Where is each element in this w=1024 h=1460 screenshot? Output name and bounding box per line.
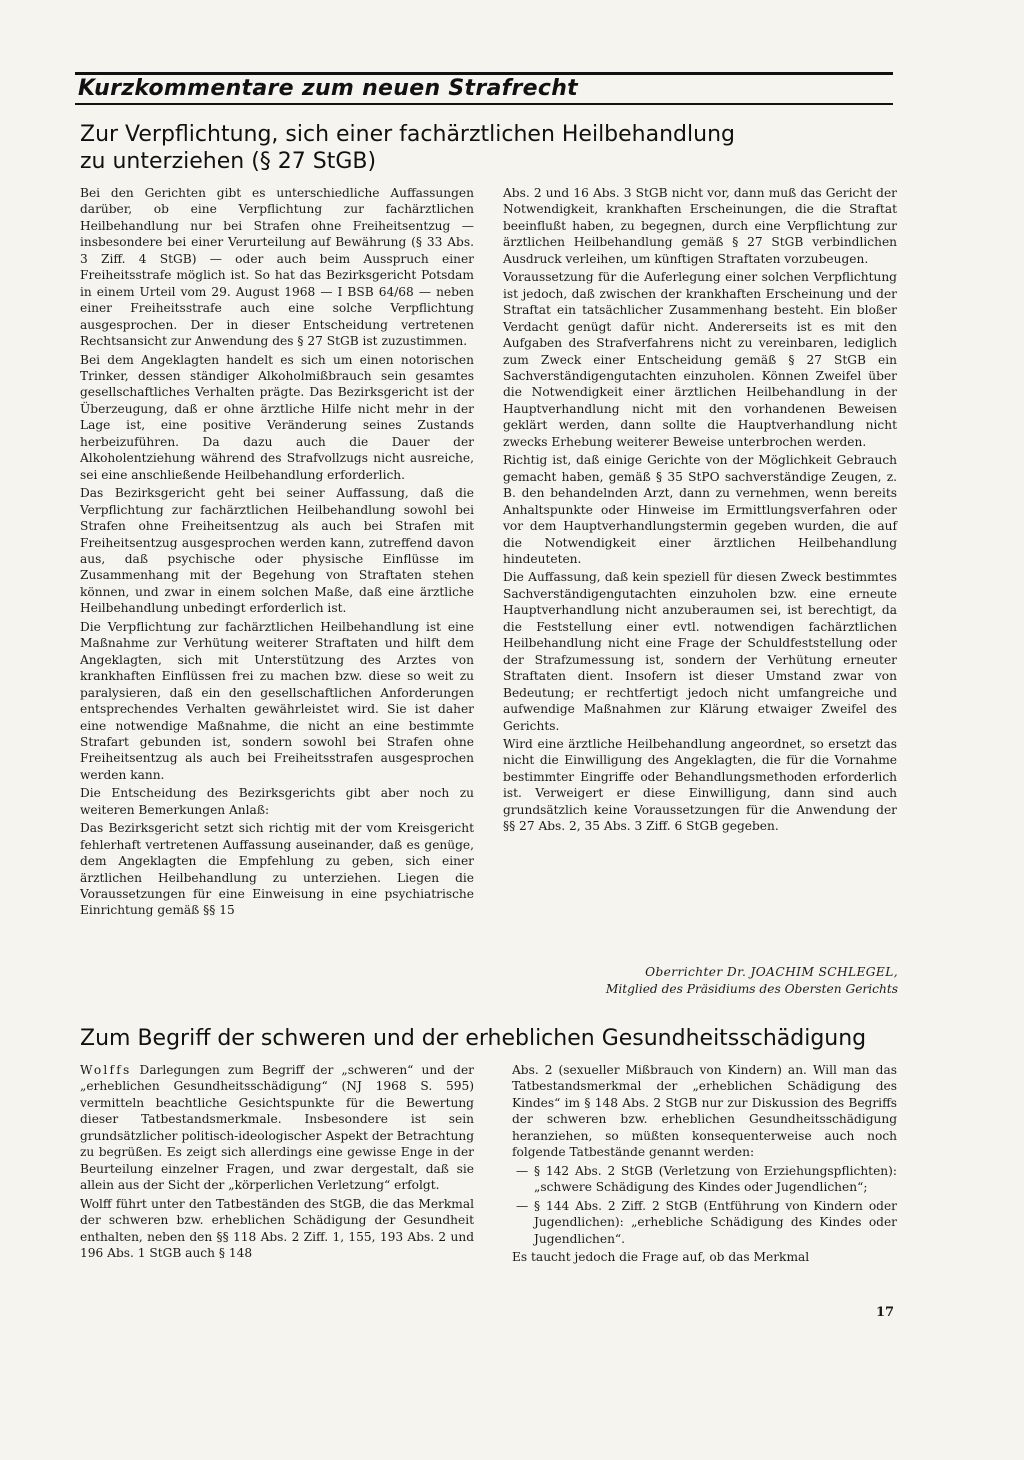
paragraph: Voraussetzung für die Auferlegung einer solchen Verpflichtung ist jedoch, daß zwischen der krankhaften Erscheinung und der Straftat ein tatsächlicher Zusammenhang besteht. Ein bloßer Verdacht genügt dafür nicht. Andererseits ist es mit den Aufgaben des Strafverfahrens nicht zu vereinbaren, lediglich zum Zweck einer Entscheidung gemäß § 27 StGB ein Sachverständigengutachten einzuholen. Können Zweifel über die Notwendigkeit einer ärztlichen Heilbehandlung in der Hauptverhandlung nicht mit den vorhandenen Beweisen geklärt werden, dann sollte die Hauptverhandlung nicht zwecks Erhebung weiterer Beweise unterbrochen werden.	[503, 270, 897, 449]
article1-left-column	[80, 185, 474, 921]
paragraph: Wird eine ärztliche Heilbehandlung angeordnet, so ersetzt das nicht die Einwilligung des Angeklagten, die für die Vornahme bestimmter Eingriffe oder Behandlungsmethoden erforderlich ist. Verweigert er diese Einwilligung, dann sind auch grundsätzlich keine Voraussetzungen für die Anwendung der §§ 27 Abs. 2, 35 Abs. 3 Ziff. 6 StGB gegeben.	[503, 736, 897, 834]
page-number: 17	[876, 1305, 895, 1320]
paragraph: Die Entscheidung des Bezirksgerichts gibt aber noch zu weiteren Bemerkungen Anlaß:	[80, 786, 474, 817]
author-signature	[563, 964, 898, 997]
author-reference: Wolffs	[80, 1063, 132, 1077]
paragraph	[80, 1062, 474, 1194]
list-item	[512, 1163, 897, 1196]
paragraph: Abs. 2 (sexueller Mißbrauch von Kindern) an. Will man das Tatbestandsmerkmal der „erheblichen Schädigung des Kindes“ im § 148 Abs. 2 StGB nur zur Diskussion des Begriffs der schweren bzw. erheblichen Gesundheitsschädigung heranziehen, so müßten konsequenterweise auch noch folgende Tatbestände genannt werden:	[512, 1063, 897, 1160]
article2-title: Zum Begriff der schweren und der erheblichen Gesundheitsschädigung	[80, 1026, 867, 1051]
paragraph: Das Bezirksgericht setzt sich richtig mit der vom Kreisgericht fehlerhaft vertretenen Auffassung auseinander, daß es genüge, dem Angeklagten die Empfehlung zu geben, sich einer ärztlichen Heilbehandlung zu unterziehen. Liegen die Voraussetzungen für eine Einweisung in eine psychiatrische Einrichtung gemäß §§ 15	[80, 821, 474, 918]
list-item-text: § 142 Abs. 2 StGB (Verletzung von Erziehungspflichten): „schwere Schädigung des Kindes oder Jugendlichen“;	[534, 1163, 897, 1195]
top-rule	[75, 72, 893, 75]
author-affiliation: Mitglied des Präsidiums des Obersten Gerichts	[605, 981, 898, 996]
article2-right-column	[512, 1062, 897, 1267]
series-title: Kurzkommentare zum neuen Strafrecht	[78, 76, 578, 101]
list-item	[512, 1198, 897, 1247]
paragraph: Wolff führt unter den Tatbeständen des StGB, die das Merkmal der schweren bzw. erheblichen Schädigung der Gesundheit enthalten, neben den §§ 118 Abs. 2 Ziff. 1, 155, 193 Abs. 2 und 196 Abs. 1 StGB auch § 148	[80, 1196, 474, 1260]
paragraph: Es taucht jedoch die Frage auf, ob das Merkmal	[512, 1249, 810, 1264]
article1-title-line1: Zur Verpflichtung, sich einer fachärztlichen Heilbehandlung	[80, 122, 735, 147]
article1-title-line2: zu unterziehen (§ 27 StGB)	[80, 149, 377, 174]
article2-left-column	[80, 1062, 474, 1263]
article1-right-column	[503, 185, 897, 837]
list-dash: —	[516, 1198, 529, 1213]
paragraph: Bei den Gerichten gibt es unterschiedliche Auffassungen darüber, ob eine Verpflichtung zur fachärztlichen Heilbehandlung nur bei Strafen ohne Freiheitsentzug — insbesondere bei einer Verurteilung auf Bewährung (§ 33 Abs. 3 Ziff. 4 StGB) — oder auch beim Ausspruch einer Freiheitsstrafe möglich ist. So hat das Bezirksgericht Potsdam in einem Urteil vom 29. August 1968 — I BSB 64/68 — neben einer Freiheitsstrafe auch eine solche Verpflichtung ausgesprochen. Der in dieser Entscheidung vertretenen Rechtsansicht zur Anwendung des § 27 StGB ist zuzustimmen.	[80, 186, 474, 349]
paragraph: Abs. 2 und 16 Abs. 3 StGB nicht vor, dann muß das Gericht der Notwendigkeit, krankhaften Erscheinungen, die die Straftat beeinflußt haben, zu begegnen, durch eine Verpflichtung zur ärztlichen Heilbehandlung gemäß § 27 StGB verbindlichen Ausdruck verleihen, um künftigen Straftaten vorzubeugen.	[503, 186, 897, 266]
paragraph: Die Verpflichtung zur fachärztlichen Heilbehandlung ist eine Maßnahme zur Verhütung weiterer Straftaten und hilft dem Angeklagten, sich mit Unterstützung des Arztes von krankhaften Einflüssen frei zu machen bzw. diese so weit zu paralysieren, daß ein den gesellschaftlichen Anforderungen entsprechendes Verhalten gewährleistet wird. Sie ist daher eine notwendige Maßnahme, die nicht an eine bestimmte Strafart gebunden ist, sondern sowohl bei Strafen ohne Freiheitsentzug als auch bei Freiheitsstrafen ausgesprochen werden kann.	[80, 619, 474, 782]
paragraph: Das Bezirksgericht geht bei seiner Auffassung, daß die Verpflichtung zur fachärztlichen Heilbehandlung sowohl bei Strafen ohne Freiheitsentzug als auch bei Strafen mit Freiheitsentzug ausgesprochen werden kann, zutreffend davon aus, daß psychische oder physische Einflüsse im Zusammenhang mit der Begehung von Straftaten stehen können, und zwar in einem solchen Maße, daß eine ärztliche Heilbehandlung unbedingt erforderlich ist.	[80, 486, 474, 616]
list-item-text: § 144 Abs. 2 Ziff. 2 StGB (Entführung von Kindern oder Jugendlichen): „erhebliche Schädigung des Kindes oder Jugendlichen“.	[534, 1198, 897, 1246]
paragraph: Die Auffassung, daß kein speziell für diesen Zweck bestimmtes Sachverständigengutachten einzuholen bzw. eine erneute Hauptverhandlung nicht anzuberaumen sei, ist berechtigt, da die Feststellung einer evtl. notwendigen fachärztlichen Heilbehandlung nicht eine Frage der Schuldfeststellung oder der Strafzumessung ist, sondern der Verhütung erneuter Straftaten dient. Insofern ist dieser Umstand zwar von Bedeutung; er rechtfertigt jedoch nicht umfangreiche und aufwendige Maßnahmen zur Klärung etwaiger Zweifel des Gerichts.	[503, 570, 897, 733]
list-dash: —	[516, 1163, 529, 1178]
paragraph-text: Darlegungen zum Begriff der „schweren“ und der „erheblichen Gesundheitsschädigung“ (NJ 1968 S. 595) vermitteln beachtliche Gesichtspunkte für die Bewertung dieser Tatbestandsmerkmale. Insbesondere ist sein grundsätzlicher politisch-ideologischer Aspekt der Betrachtung zu begrüßen. Es zeigt sich allerdings eine gewisse Enge in der Beurteilung einzelner Fragen, und zwar dergestalt, daß sie allein aus der Sicht der „körperlichen Verletzung“ erfolgt.	[80, 1063, 474, 1193]
paragraph: Bei dem Angeklagten handelt es sich um einen notorischen Trinker, dessen ständiger Alkoholmißbrauch sein gesamtes gesellschaftliches Verhalten prägte. Das Bezirksgericht ist der Überzeugung, daß er ohne ärztliche Hilfe nicht mehr in der Lage ist, eine positive Veränderung seines Zustands herbeizuführen. Da dazu auch die Dauer der Alkoholentziehung während des Strafvollzugs nicht ausreiche, sei eine anschließende Heilbehandlung erforderlich.	[80, 352, 474, 482]
author-name: Oberrichter Dr. JOACHIM SCHLEGEL,	[645, 965, 898, 979]
article1-title	[80, 121, 735, 175]
paragraph: Richtig ist, daß einige Gerichte von der Möglichkeit Gebrauch gemacht haben, gemäß § 35 StPO sachverständige Zeugen, z. B. den behandelnden Arzt, dann zu vernehmen, wenn bereits Anhaltspunkte oder Hinweise im Ermittlungsverfahren oder vor dem Hauptverhandlungstermin gegeben wurden, die auf die Notwendigkeit einer ärztlichen Heilbehandlung hindeuteten.	[503, 453, 897, 566]
series-rule	[75, 103, 893, 105]
